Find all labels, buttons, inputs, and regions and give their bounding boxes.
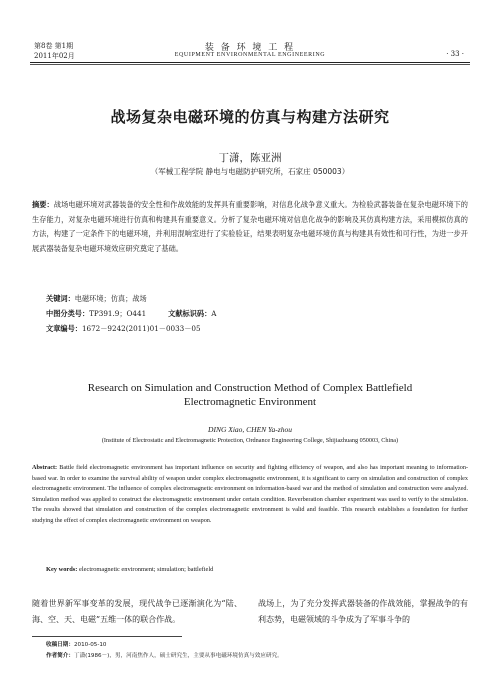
author-bio-value: 丁潇(1986－)，男，河南焦作人，硕士研究生，主要从事电磁环境仿真与效应研究。 <box>73 653 283 659</box>
doc-code-label: 文献标识码： <box>168 309 212 318</box>
affiliation-cn: （军械工程学院 静电与电磁防护研究所，石家庄 050003） <box>150 167 350 176</box>
author-bio <box>46 652 283 661</box>
authors-en: DING Xiao, CHEN Ya-zhou <box>208 425 292 434</box>
header-rule-thin <box>30 64 470 65</box>
authors-cn: 丁潇，陈亚洲 <box>218 152 282 164</box>
footnote-rule <box>32 636 182 637</box>
received-date-value: 2010-05-10 <box>73 642 107 648</box>
clc-value: TP391.9；O441 <box>89 309 147 318</box>
received-date <box>46 641 107 650</box>
abstract-cn <box>32 198 468 256</box>
issue-date: 2011年02月 <box>34 52 75 60</box>
keywords-cn-text: 电磁环境；仿真；战场 <box>74 294 147 303</box>
abstract-cn-label: 摘要： <box>32 200 54 209</box>
body-column-left: 随着世界新军事变革的发展，现代战争已逐渐演化为“陆、海、空、天、电磁”五维一体的联合作战。 <box>32 599 242 624</box>
keywords-cn <box>46 294 147 304</box>
keywords-en-label: Key words: <box>46 566 78 573</box>
affiliation-en: (Institute of Electrostatic and Electromagnetic Protection, Ordnance Engineering College, Shijiazhuang 050003, China) <box>101 437 399 444</box>
article-number <box>46 324 201 334</box>
journal-name-en: EQUIPMENT ENVIRONMENTAL ENGINEERING <box>174 52 326 58</box>
paper-title-en-line2: Electromagnetic Environment <box>183 396 317 408</box>
abstract-en-label: Abstract: <box>32 464 58 471</box>
running-header <box>0 0 500 62</box>
doc-code-value: A <box>211 309 217 318</box>
abstract-en-text: Battle field electromagnetic environment has important influence on security and fighting efficiency of weapon, and also has important meaning to information-based war. In order to examine the survival ability of weapon under complex electromagnetic environment, it is significant to carry on simulation and construction of complex electromagnetic environment. The influence of complex electromagnetic environment on information-based war and the method of simulation and construction were analyzed. Simulation method was applied to construct the electromagnetic environment under certain condition. Reverberation chamber experiment was used to verify to the simulation. The results showed that simulation and construction of the complex electromagnetic environment is valid and feasible. This research establishes a foundation for further studying the effect of complex electromagnetic environment on weapon. <box>32 464 469 524</box>
paper-title-cn: 战场复杂电磁环境的仿真与构建方法研究 <box>110 108 390 126</box>
keywords-cn-label: 关键词： <box>46 294 75 303</box>
paper-title-en <box>0 381 500 409</box>
classification-line <box>46 309 217 319</box>
keywords-en-text: electromagnetic environment; simulation; battlefield <box>79 566 214 573</box>
body-column-right: 战场上，为了充分发挥武器装备的作战效能，掌握战争的有利态势，电磁领域的斗争成为了军事斗争的 <box>258 599 468 624</box>
article-number-label: 文章编号： <box>46 324 82 333</box>
issue-volume: 第8卷 第1期 <box>34 42 74 50</box>
journal-name-cn: 装 备 环 境 工 程 <box>204 43 296 53</box>
abstract-en <box>32 463 468 527</box>
clc-label: 中图分类号： <box>46 309 90 318</box>
author-bio-label: 作者简介： <box>46 653 74 659</box>
article-number-value: 1672－9242(2011)01－0033－05 <box>81 324 201 333</box>
received-date-label: 收稿日期： <box>46 642 74 648</box>
keywords-en <box>46 566 213 573</box>
paper-title-en-line1: Research on Simulation and Construction Method of Complex Battlefield <box>87 382 413 394</box>
page-number: · 33 · <box>446 50 464 58</box>
header-rule <box>30 62 470 63</box>
abstract-cn-text: 战场电磁环境对武器装备的安全性和作战效能的发挥具有重要影响，对信息化战争意义重大。为检验武器装备在复杂电磁环境下的生存能力，对复杂电磁环境进行仿真和构建具有重要意义。分析了复杂电磁环境对信息化战争的影响及其仿真构建方法，采用模拟仿真的方法，构建了一定条件下的电磁环境，并利用混响室进行了实验验证，结果表明复杂电磁环境仿真与构建具有效性和可行性，为进一步开展武器装备复杂电磁环境效应研究奠定了基础。 <box>32 200 468 253</box>
